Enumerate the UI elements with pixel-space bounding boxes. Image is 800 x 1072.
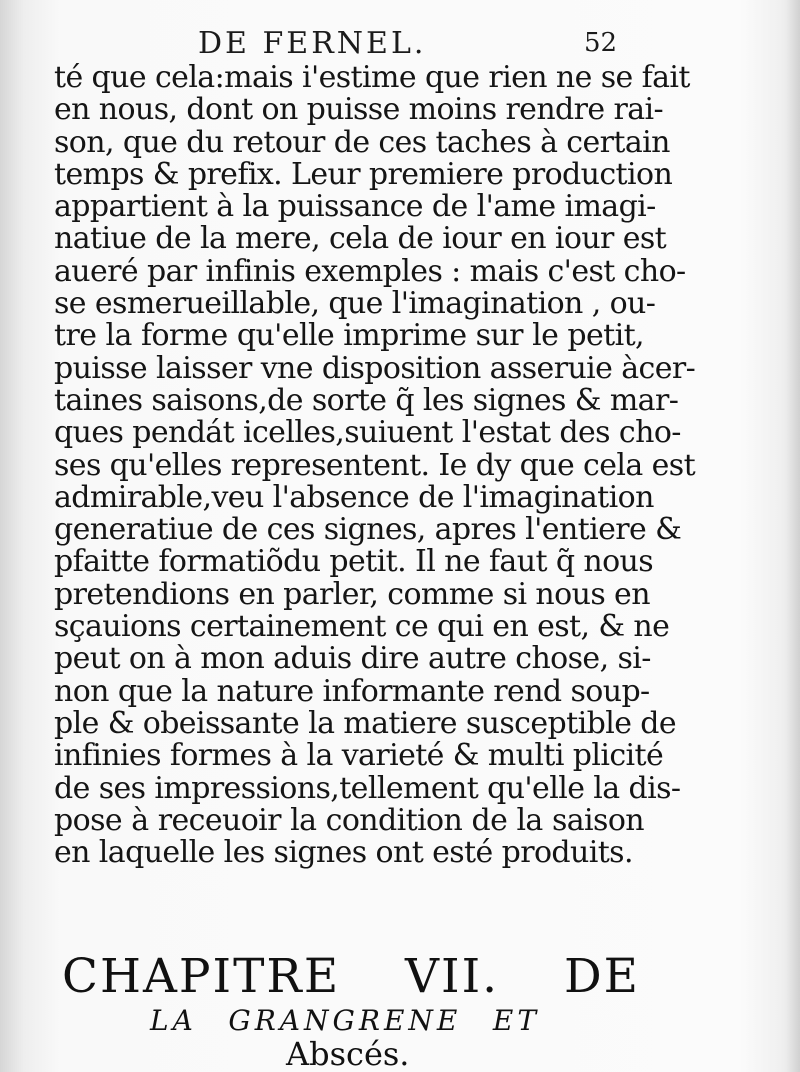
text-line: temps & prefix. Leur premiere production	[54, 156, 673, 192]
text-line: ques pendát icelles,suiuent l'estat des cho-	[54, 415, 681, 451]
page-edge-shadow	[786, 0, 800, 1072]
text-line: en laquelle les signes ont esté produits.	[54, 835, 633, 871]
chapter-heading: CHAPITRE VII. DE	[62, 949, 640, 1004]
text-line: ses qu'elles representent. Ie dy que cela est	[54, 447, 696, 483]
text-line: pfaitte formatiõdu petit. Il ne faut q̃ nous	[54, 544, 654, 580]
page-number: 52	[584, 28, 618, 58]
text-line: puisse laisser vne disposition asseruie àcer-	[54, 350, 696, 386]
text-line: natiue de la mere, cela de iour en iour est	[54, 221, 667, 257]
text-line: son, que du retour de ces taches à certain	[54, 124, 670, 160]
chapter-subheading-continued: Abscés.	[286, 1035, 410, 1072]
text-line: se esmerueillable, que l'imagination , ou-	[54, 286, 656, 322]
text-line: ple & obeissante la matiere susceptible de	[54, 705, 677, 741]
text-line: en nous, dont on puisse moins rendre rai-	[54, 92, 664, 128]
text-line: non que la nature informante rend soup-	[54, 673, 650, 709]
text-line: tre la forme qu'elle imprime sur le petit,	[54, 318, 644, 354]
text-line: appartient à la puissance de l'ame imagi-	[54, 189, 656, 225]
body-text	[54, 60, 696, 871]
text-line: admirable,veu l'absence de l'imagination	[54, 479, 654, 515]
text-line: infinies formes à la varieté & multi plicité	[54, 738, 664, 774]
running-head: DE FERNEL.	[198, 26, 427, 61]
text-line: generatiue de ces signes, apres l'entiere &	[54, 512, 682, 548]
text-line: de ses impressions,tellement qu'elle la dis-	[54, 770, 681, 806]
text-line: peut on à mon aduis dire autre chose, si-	[54, 641, 651, 677]
text-line: taines saisons,de sorte q̃ les signes & mar-	[54, 382, 679, 418]
text-line: pose à receuoir la condition de la saison	[54, 802, 644, 838]
text-line: aueré par infinis exemples : mais c'est cho-	[54, 253, 686, 289]
chapter-subheading: LA GRANGRENE ET	[150, 1004, 540, 1037]
text-line: sçauions certainement ce qui en est, & ne	[54, 609, 670, 645]
text-line: té que cela:mais i'estime que rien ne se fait	[54, 60, 690, 95]
text-line: pretendions en parler, comme si nous en	[54, 576, 650, 612]
